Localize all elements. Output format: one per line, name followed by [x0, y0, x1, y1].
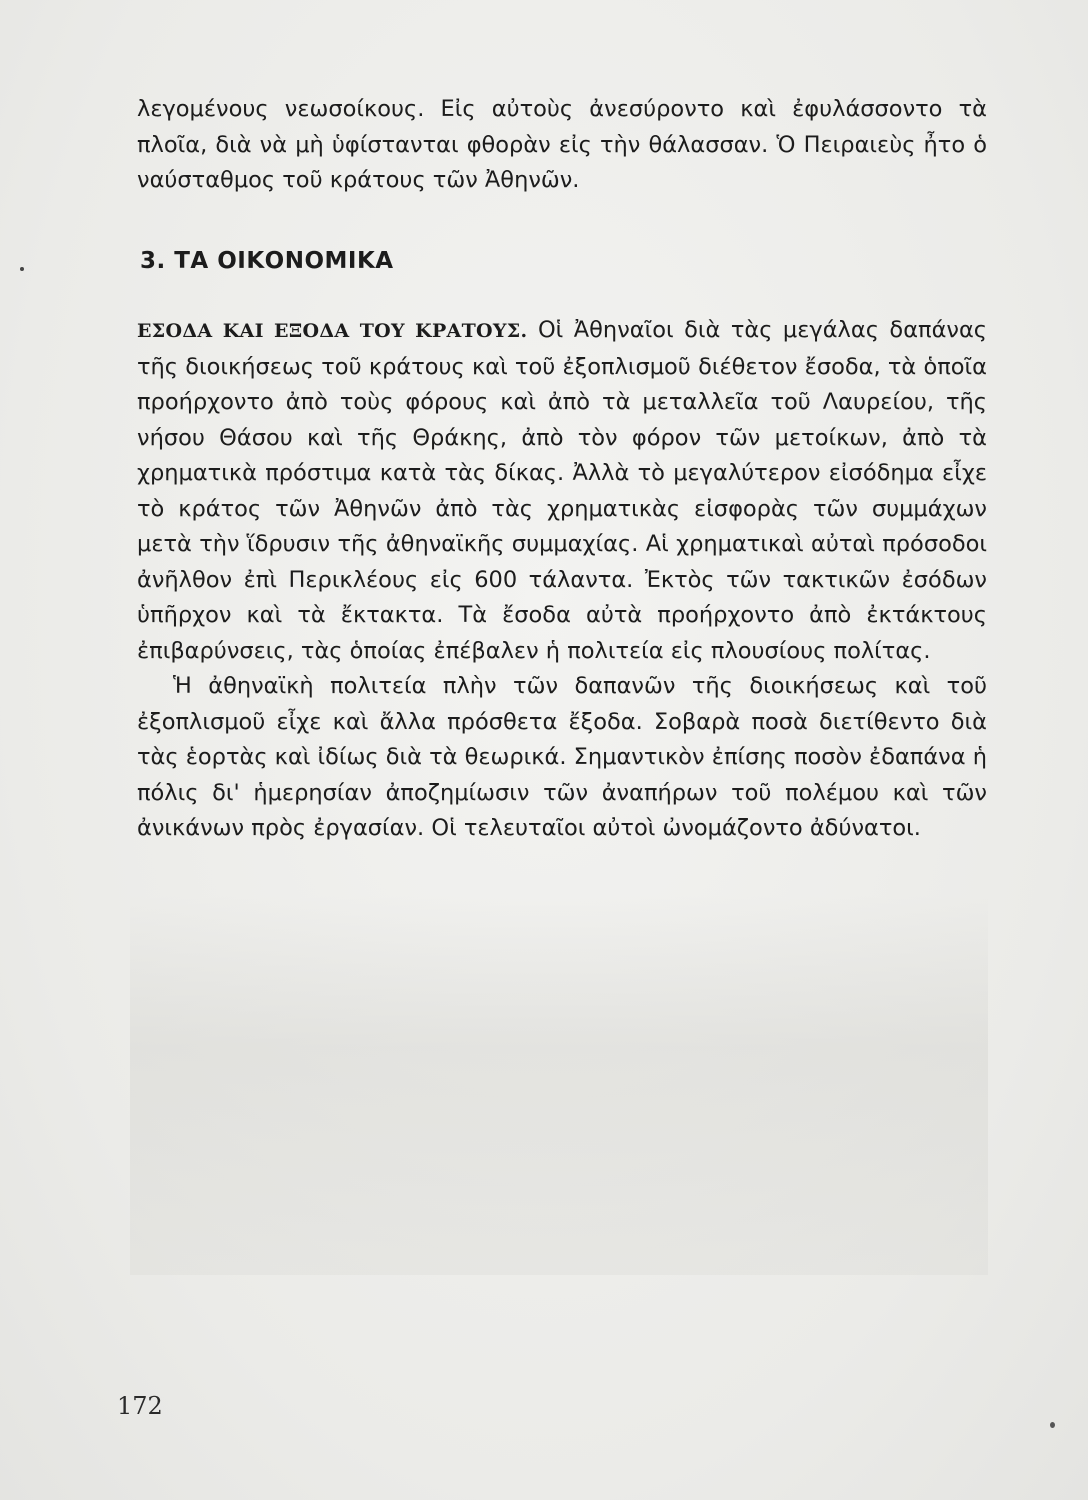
speck-mark	[20, 267, 24, 271]
show-through-image	[130, 895, 988, 1275]
paragraph-1-text: Οἱ Ἀθηναῖοι διὰ τὰς μεγάλας δαπάνας τῆς διοικήσεως τοῦ κράτους καὶ τοῦ ἐξοπλισμοῦ διέθετον ἔσοδα, τὰ ὁποῖα προήρχοντο ἀπὸ τοὺς φόρους καὶ ἀπὸ τὰ μεταλλεῖα τοῦ Λαυρείου, τῆς νήσου Θάσου καὶ τῆς Θράκης, ἀπὸ τὸν φόρον τῶν μετοίκων, ἀπὸ τὰ χρηματικὰ πρόστιμα κατὰ τὰς δίκας. Ἀλλὰ τὸ μεγαλύτερον εἰσόδημα εἶχε τὸ κράτος τῶν Ἀθηνῶν ἀπὸ τὰς χρηματικὰς εἰσφορὰς τῶν συμμάχων μετὰ τὴν ἵδρυσιν τῆς ἀθηναϊκῆς συμμαχίας. Αἱ χρηματικαὶ αὐταὶ πρόσοδοι ἀνῆλθον ἐπὶ Περικλέους εἰς 600 τάλαντα. Ἐκτὸς τῶν τακτικῶν ἐσόδων ὑπῆρχον καὶ τὰ ἔκτακτα. Τὰ ἔσοδα αὐτὰ προήρχοντο ἀπὸ ἐκτάκτους ἐπιβαρύνσεις, τὰς ὁποίας ἐπέβαλεν ἡ πολιτεία εἰς πλουσίους πολίτας.	[137, 317, 988, 664]
subheading: ΕΣΟΔΑ ΚΑΙ ΕΞΟΔΑ ΤΟΥ ΚΡΑΤΟΥΣ.	[137, 320, 528, 342]
opening-text	[137, 92, 987, 199]
section-heading: 3. ΤΑ ΟΙΚΟΝΟΜΙΚΑ	[140, 248, 394, 274]
section-body	[137, 313, 987, 847]
paragraph-2: Ἡ ἀθηναϊκὴ πολιτεία πλὴν τῶν δαπανῶν τῆς διοικήσεως καὶ τοῦ ἐξοπλισμοῦ εἶχε καὶ ἄλλα πρόσθετα ἔξοδα. Σοβαρὰ ποσὰ διετίθεντο διὰ τὰς ἑορτὰς καὶ ἰδίως διὰ τὰ θεωρικά. Σημαντικὸν ἐπίσης ποσὸν ἐδαπάνα ἡ πόλις δι' ἡμερησίαν ἀποζημίωσιν τῶν ἀναπήρων τοῦ πολέμου καὶ τῶν ἀνικάνων πρὸς ἐργασίαν. Οἱ τελευταῖοι αὐτοὶ ὠνομάζοντο ἀδύνατοι.	[137, 673, 987, 841]
speck-mark	[1050, 1422, 1055, 1428]
page-number: 172	[117, 1392, 163, 1420]
opening-paragraph: λεγομένους νεωσοίκους. Εἰς αὐτοὺς ἀνεσύροντο καὶ ἐφυλάσσοντο τὰ πλοῖα, διὰ νὰ μὴ ὑφίστανται φθορὰν εἰς τὴν θάλασσαν. Ὁ Πειραιεὺς ἦτο ὁ ναύσταθμος τοῦ κράτους τῶν Ἀθηνῶν.	[137, 96, 987, 193]
paragraph-1	[137, 313, 987, 669]
